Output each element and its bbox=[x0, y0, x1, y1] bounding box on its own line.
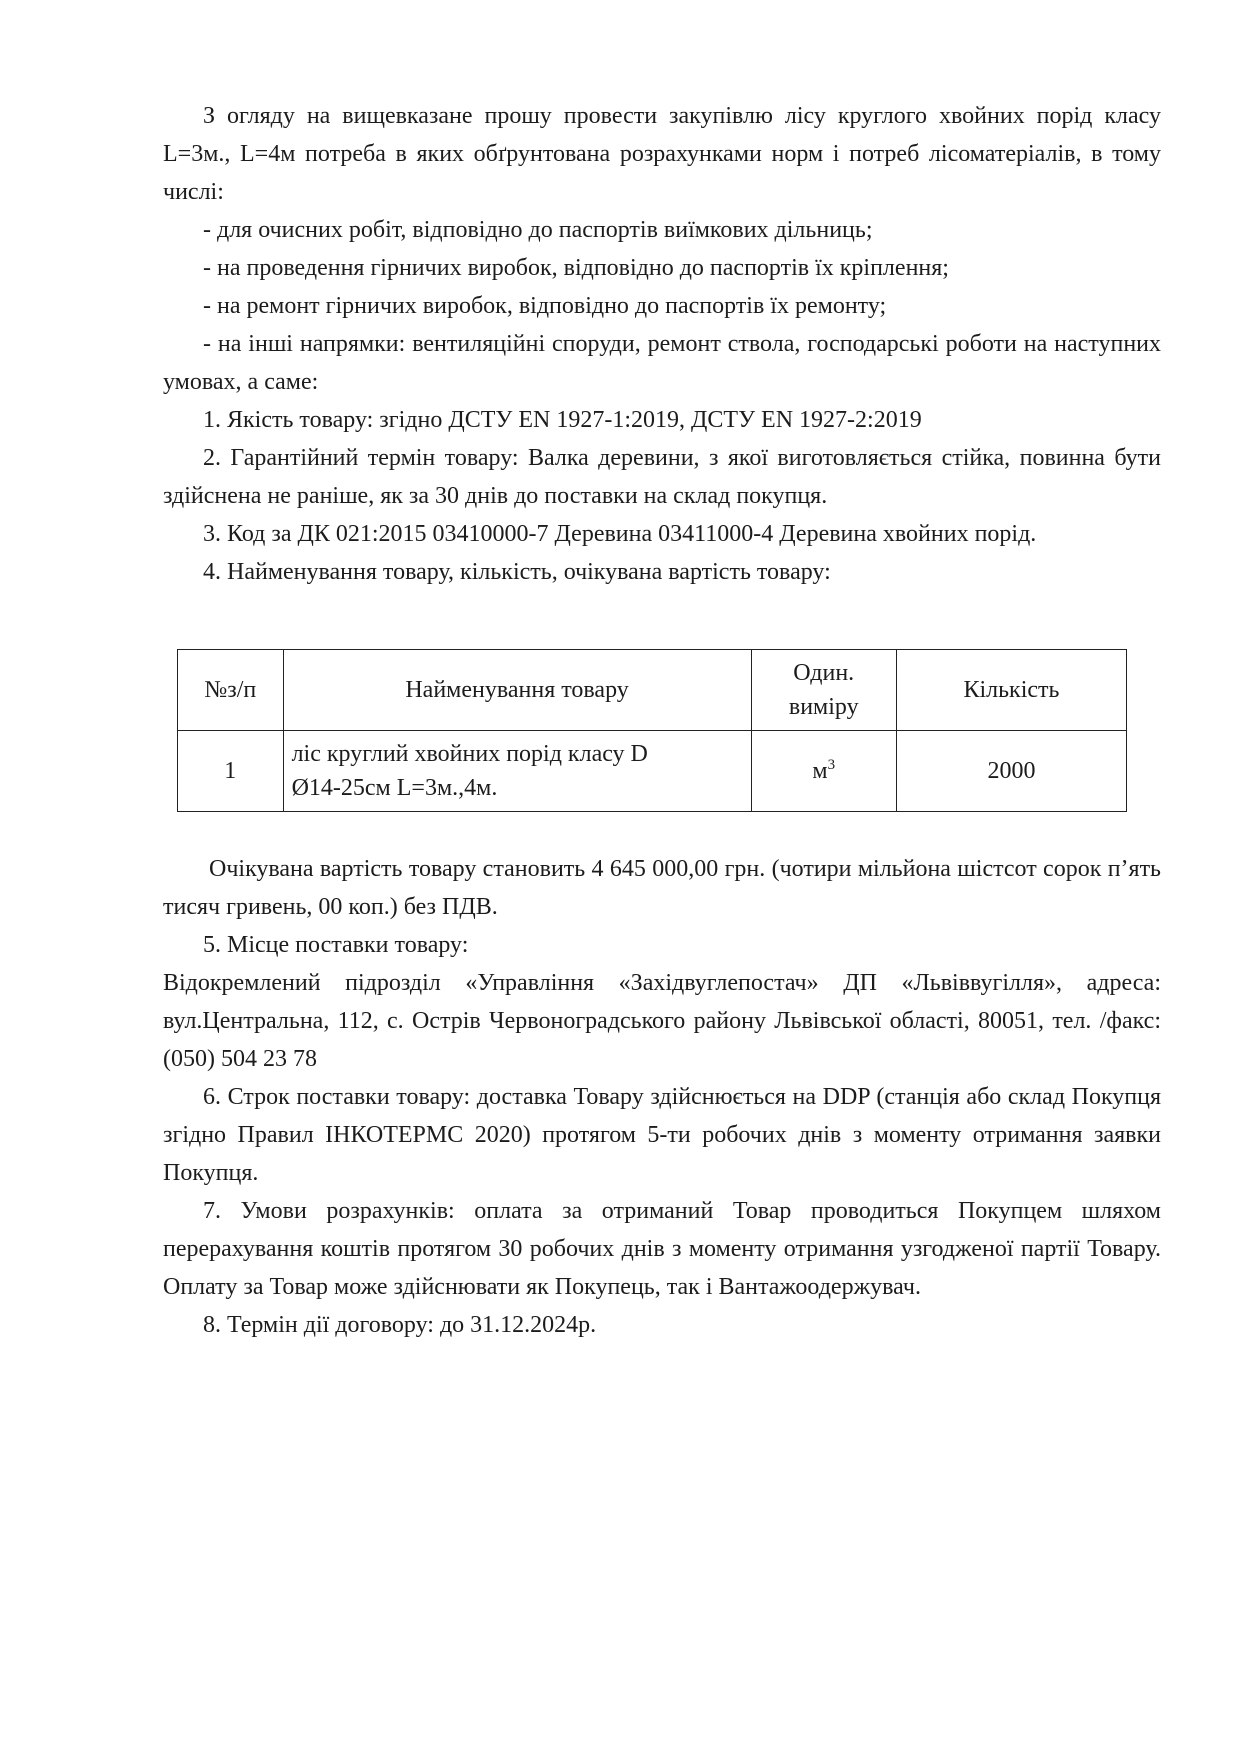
bullet-paragraph: - для очисних робіт, відповідно до паспортів виїмкових дільниць; bbox=[203, 217, 873, 243]
table-row bbox=[178, 731, 1127, 812]
bullet-paragraph: - на проведення гірничих виробок, відповідно до паспортів їх кріплення; bbox=[203, 255, 949, 281]
intro-paragraph: З огляду на вищевказане прошу провести закупівлю лісу круглого хвойних порід класу L=3м., L=4м потреба в яких обґрунтована розрахунками норм і потреб лісоматеріалів, в тому числі: bbox=[163, 103, 1161, 205]
header-name: Найменування товару bbox=[283, 650, 751, 731]
address-paragraph: Відокремлений підрозділ «Управління «Західвуглепостач» ДП «Львіввугілля», адреса: вул.Центральна, 112, с. Острів Червоноградського району Львівської області, 80051, тел. /факс: (050) 504 23 78 bbox=[163, 970, 1161, 1072]
numbered-item: 6. Строк поставки товару: доставка Товару здійснюється на DDP (станція або склад Покупця згідно Правил ІНКОТЕРМС 2020) протягом 5-ти робочих днів з моменту отримання заявки Покупця. bbox=[163, 1084, 1161, 1186]
cell-name-line2: Ø14-25см L=3м.,4м. bbox=[291, 775, 498, 801]
bullet-paragraph: - на інші напрямки: вентиляційні споруди, ремонт ствола, господарські роботи на наступних умовах, а саме: bbox=[163, 331, 1161, 395]
cell-name-line1: ліс круглий хвойних порід класу D bbox=[291, 741, 648, 767]
numbered-item: 7. Умови розрахунків: оплата за отриманий Товар проводиться Покупцем шляхом перерахування коштів протягом 30 робочих днів з моменту отримання узгодженої партії Товару. Оплату за Товар може здійснювати як Покупець, так і Вантажоодержувач. bbox=[163, 1198, 1161, 1300]
numbered-item: 1. Якість товару: згідно ДСТУ EN 1927-1:2019, ДСТУ EN 1927-2:2019 bbox=[203, 407, 922, 433]
numbered-item: 4. Найменування товару, кількість, очікувана вартість товару: bbox=[203, 559, 831, 585]
numbered-item: 3. Код за ДК 021:2015 03410000-7 Деревина 03411000-4 Деревина хвойних порід. bbox=[203, 521, 1037, 547]
cost-paragraph: Очікувана вартість товару становить 4 645 000,00 грн. (чотири мільйона шістсот сорок п’ять тисяч гривень, 00 коп.) без ПДВ. bbox=[163, 856, 1161, 920]
cell-num: 1 bbox=[178, 731, 284, 812]
goods-table bbox=[177, 649, 1127, 812]
numbered-item: 8. Термін дії договору: до 31.12.2024р. bbox=[203, 1312, 597, 1338]
goods-table-container bbox=[163, 649, 1161, 812]
bullet-paragraph: - на ремонт гірничих виробок, відповідно до паспортів їх ремонту; bbox=[203, 293, 887, 319]
cell-qty: 2000 bbox=[896, 731, 1126, 812]
cell-unit-base: м bbox=[812, 758, 828, 784]
cell-unit bbox=[751, 731, 896, 812]
header-qty: Кількість bbox=[896, 650, 1126, 731]
cell-unit-sup: 3 bbox=[827, 757, 836, 773]
header-unit bbox=[751, 650, 896, 731]
header-unit-line1: Один. bbox=[793, 660, 855, 686]
table-header-row bbox=[178, 650, 1127, 731]
header-num: №з/п bbox=[178, 650, 284, 731]
numbered-item: 2. Гарантійний термін товару: Валка деревини, з якої виготовляється стійка, повинна бути здійснена не раніше, як за 30 днів до поставки на склад покупця. bbox=[163, 445, 1161, 509]
cell-name bbox=[283, 731, 751, 812]
numbered-item: 5. Місце поставки товару: bbox=[203, 932, 469, 958]
header-unit-line2: виміру bbox=[788, 694, 859, 720]
